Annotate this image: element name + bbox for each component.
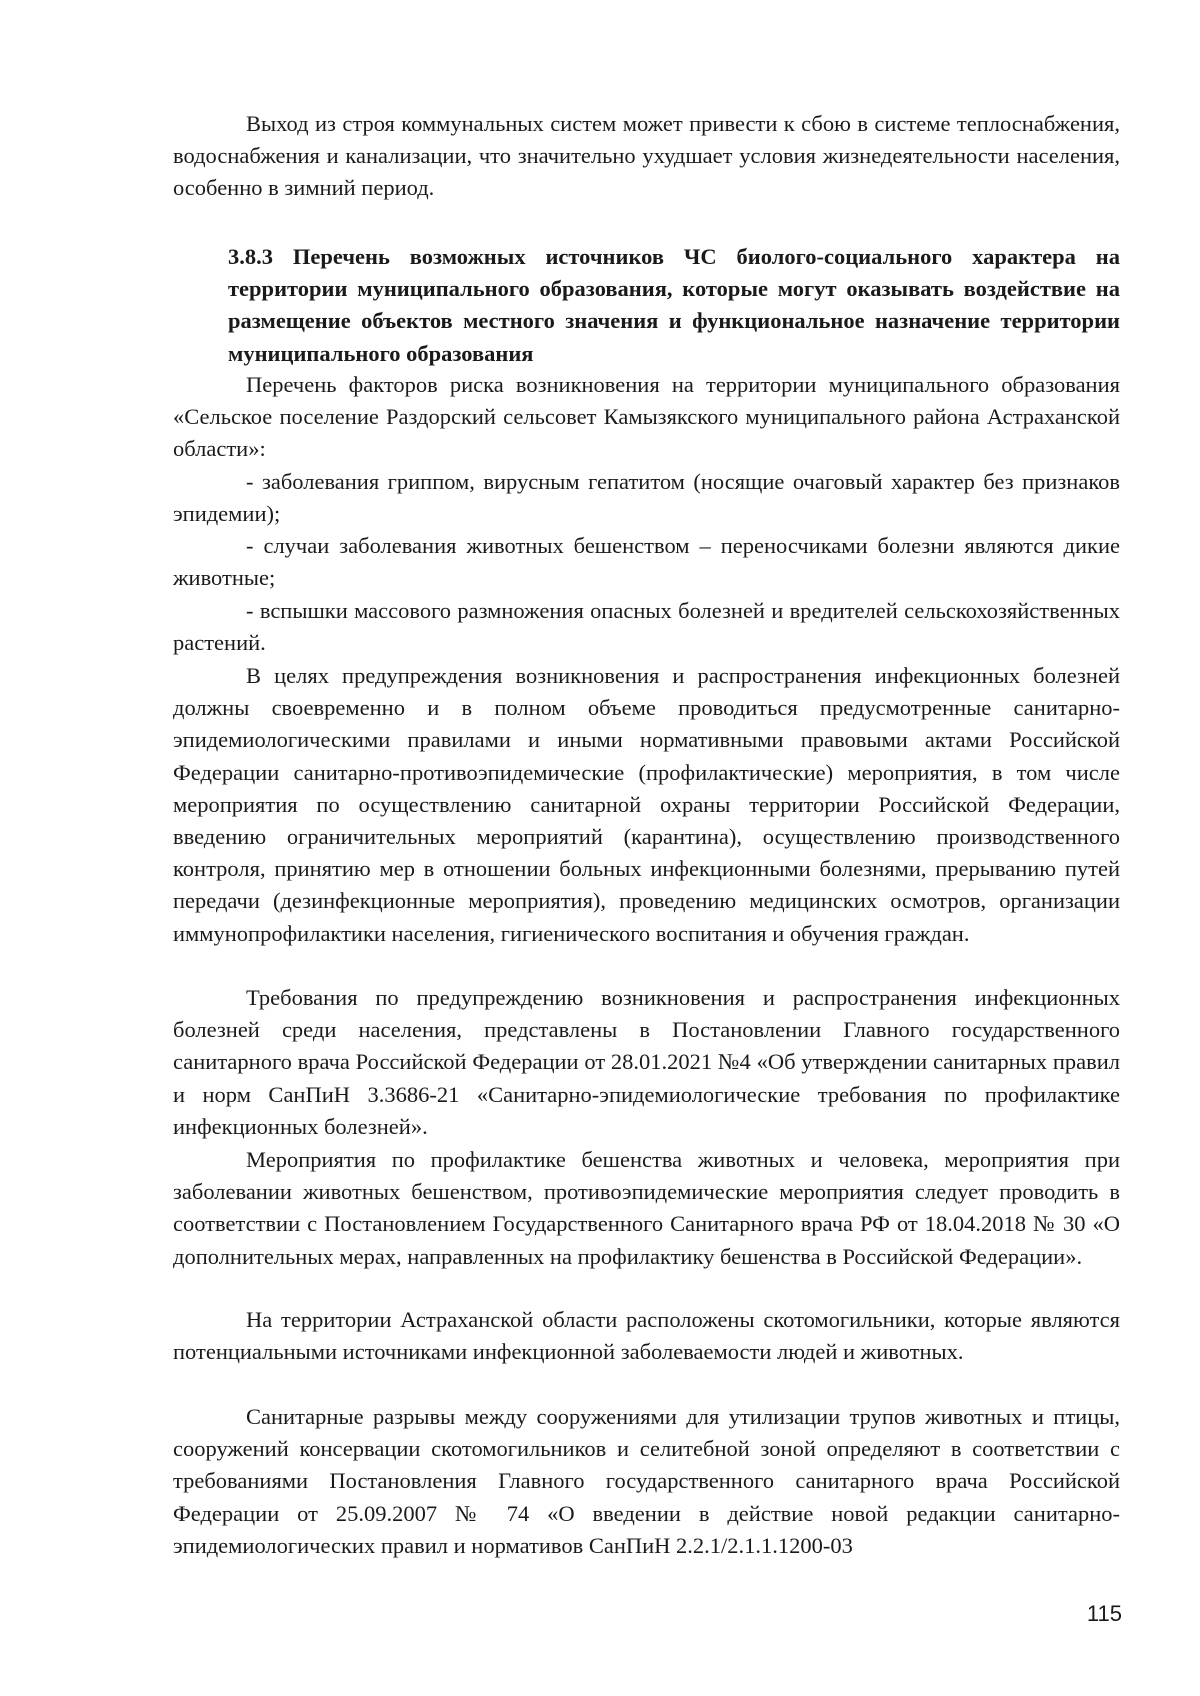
risk-factors-paragraph: Перечень факторов риска возникновения на территории муниципального образования «Сельское поселение Раздорский сельсовет Камызякского муниципального района Астраханской области»:: [173, 372, 1120, 462]
list-item-rabies: - случаи заболевания животных бешенством – переносчиками болезни являются дикие животные;: [173, 533, 1120, 591]
section-heading: 3.8.3 Перечень возможных источников ЧС биолого-социального характера на территории муниципального образования, которые могут оказывать воздействие на размещение объектов местного значения и функциональное назначение территории муниципального образования: [228, 244, 1120, 366]
list-item-influenza: - заболевания гриппом, вирусным гепатитом (носящие очаговый характер без признаков эпидемии);: [173, 469, 1120, 527]
sanitary-gaps-paragraph: Санитарные разрывы между сооружениями для утилизации трупов животных и птицы, сооружений консервации скотомогильников и селитебной зоной определяют в соответствии с требованиями Постановления Главного государственного санитарного врача Российской Федерации от 25.09.2007 № 74 «О введении в действие новой редакции санитарно-эпидемиологических правил и нормативов СанПиН 2.2.1/2.1.1.1200-03: [173, 1404, 1120, 1558]
rabies-prophylaxis-paragraph: Мероприятия по профилактике бешенства животных и человека, мероприятия при заболевании животных бешенством, противоэпидемические мероприятия следует проводить в соответствии с Постановлением Государственного Санитарного врача РФ от 18.04.2018 № 30 «О дополнительных мерах, направленных на профилактику бешенства в Российской Федерации».: [173, 1147, 1120, 1269]
intro-paragraph: Выход из строя коммунальных систем может привести к сбою в системе теплоснабжения, водоснабжения и канализации, что значительно ухудшает условия жизнедеятельности населения, особенно в зимний период.: [173, 111, 1120, 201]
page-number: 115: [1086, 1601, 1122, 1626]
list-item-pests: - вспышки массового размножения опасных болезней и вредителей сельскохозяйственных растений.: [173, 598, 1120, 656]
sanpin-requirements-paragraph: Требования по предупреждению возникновения и распространения инфекционных болезней среди населения, представлены в Постановлении Главного государственного санитарного врача Российской Федерации от 28.01.2021 №4 «Об утверждении санитарных правил и норм СанПиН 3.3686-21 «Санитарно-эпидемиологические требования по профилактике инфекционных болезней».: [173, 985, 1120, 1139]
cattle-burial-sites-paragraph: На территории Астраханской области расположены скотомогильники, которые являются потенциальными источниками инфекционной заболеваемости людей и животных.: [173, 1307, 1120, 1365]
prevention-measures-paragraph: В целях предупреждения возникновения и распространения инфекционных болезней должны своевременно и в полном объеме проводиться предусмотренные санитарно-эпидемиологическими правилами и иными нормативными правовыми актами Российской Федерации санитарно-противоэпидемические (профилактические) мероприятия, в том числе мероприятия по осуществлению санитарной охраны территории Российской Федерации, введению ограничительных мероприятий (карантина), осуществлению производственного контроля, принятию мер в отношении больных инфекционными болезнями, прерыванию путей передачи (дезинфекционные мероприятия), проведению медицинских осмотров, организации иммунопрофилактики населения, гигиенического воспитания и обучения граждан.: [173, 663, 1120, 946]
